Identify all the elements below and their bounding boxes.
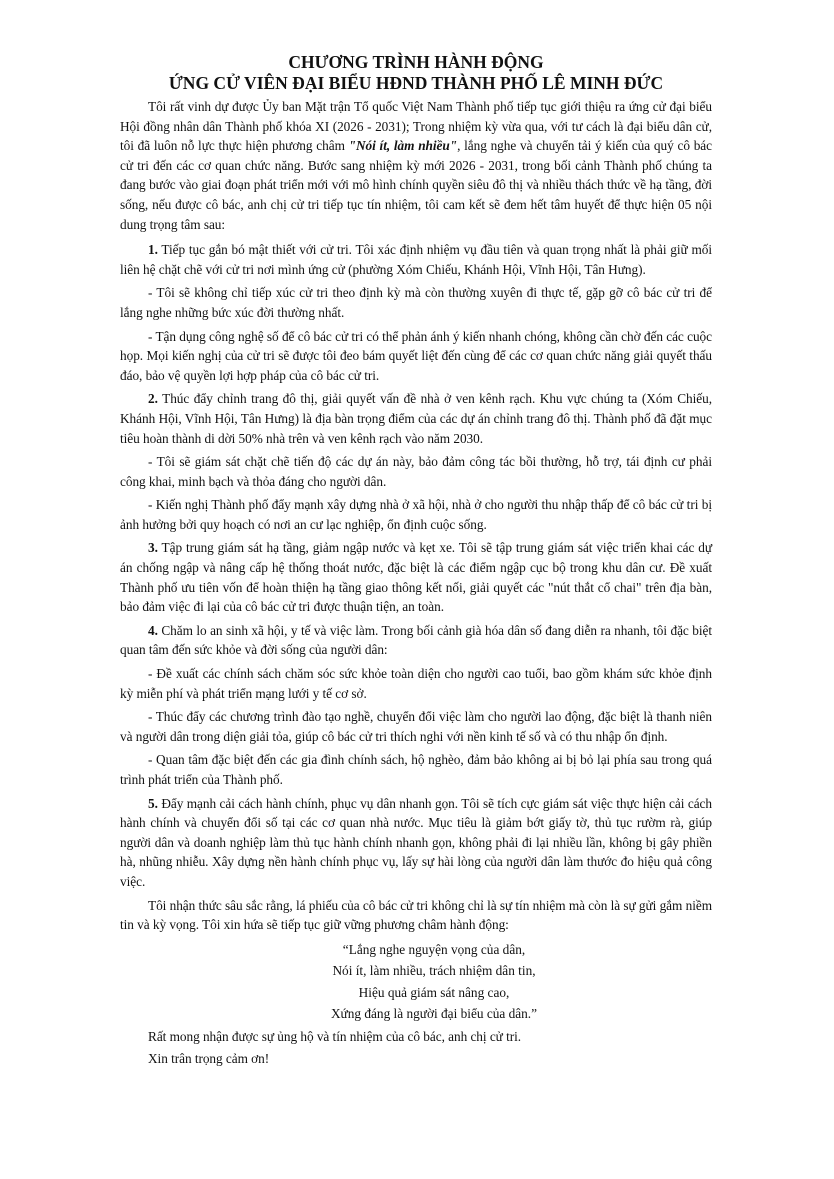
section-lead-text: Tiếp tục gắn bó mật thiết với cử tri. Tôi xác định nhiệm vụ đầu tiên và quan trọng nhất là phải giữ mối liên hệ chặt chẽ với cử tri nơi mình ứng cử (phường Xóm Chiếu, Khánh Hội, Vĩnh Hội, Tân Hưng).: [120, 242, 712, 277]
section-lead-text: Tập trung giám sát hạ tầng, giảm ngập nước và kẹt xe. Tôi sẽ tập trung giám sát việc triển khai các dự án chống ngập và nâng cấp hệ thống thoát nước, đặc biệt là các điểm ngập cục bộ trong khu dân cư. Đề xuất Thành phố ưu tiên vốn để hoàn thiện hạ tầng giao thông kết nối, giải quyết các "nút thắt cổ chai" trên địa bàn, bảo đảm việc đi lại của cô bác cử tri được thuận tiện, an toàn.: [120, 540, 712, 615]
intro-paragraph: [120, 97, 712, 234]
poem-line: “Lắng nghe nguyện vọng của dân,: [342, 941, 526, 957]
document-title: [120, 52, 712, 94]
section-3-lead: [120, 538, 712, 616]
section-4-bullet: - Thúc đẩy các chương trình đào tạo nghề, chuyển đổi việc làm cho người lao động, đặc biệt là thanh niên và người dân trong diện giải tỏa, giúp cô bác cử tri thích nghi với nền kinh tế số và có thu nhập ổn định.: [120, 709, 712, 744]
section-1-bullet: - Tận dụng công nghệ số để cô bác cử tri có thể phản ánh ý kiến nhanh chóng, không cần chờ đến các cuộc họp. Mọi kiến nghị của cử tri sẽ được tôi đeo bám quyết liệt đến cùng để các cơ quan chức năng giải quyết thấu đáo, bảo vệ quyền lợi hợp pháp của cô bác cử tri.: [120, 328, 712, 383]
section-number: 2.: [148, 391, 158, 407]
title-line-1: CHƯƠNG TRÌNH HÀNH ĐỘNG: [288, 52, 544, 72]
section-lead-text: Thúc đẩy chỉnh trang đô thị, giải quyết vấn đề nhà ở ven kênh rạch. Khu vực chúng ta (Xóm Chiếu, Khánh Hội, Vĩnh Hội, Tân Hưng) là địa bàn trọng điểm của các dự án chỉnh trang đô thị. Thành phố đã đặt mục tiêu hoàn thành di dời 50% nhà trên và ven kênh rạch vào năm 2030.: [120, 391, 712, 446]
closing-lines: [120, 1027, 712, 1069]
poem-line: Xứng đáng là người đại biểu của dân.”: [330, 1006, 538, 1022]
closing-line: Rất mong nhận được sự ủng hộ và tín nhiệm của cô bác, anh chị cử tri.: [148, 1028, 522, 1044]
section-4-lead: [120, 621, 712, 660]
poem-line: Nói ít, làm nhiều, trách nhiệm dân tin,: [332, 963, 536, 979]
intro-text-before: Tôi rất vinh dự được Ủy ban Mặt trận Tổ quốc Việt Nam Thành phố tiếp tục giới thiệu ra ứng cử đại biểu Hội đồng nhân dân Thành phố khóa XI (2026 - 2031); Trong nhiệm kỳ vừa qua, với tư cách là đại biểu dân cử, tôi đã luôn nỗ lực thực hiện phương châm: [120, 99, 712, 154]
section-1-lead: [120, 240, 712, 279]
motto-poem: [120, 939, 712, 1025]
section-lead-text: Đẩy mạnh cải cách hành chính, phục vụ dân nhanh gọn. Tôi sẽ tích cực giám sát việc thực hiện cải cách hành chính và chuyển đổi số tại các cơ quan nhà nước. Mục tiêu là giảm bớt giấy tờ, thủ tục rườm rà, giúp người dân và doanh nghiệp làm thủ tục hành chính nhanh gọn, không phải đi lại nhiều lần, không bị gây phiền hà, nhũng nhiễu. Xây dựng nền hành chính phục vụ, lấy sự hài lòng của người dân làm thước đo hiệu quả công việc.: [120, 795, 712, 889]
section-1-bullet: - Tôi sẽ không chỉ tiếp xúc cử tri theo định kỳ mà còn thường xuyên đi thực tế, gặp gỡ cô bác cử tri để lắng nghe những bức xúc đời thường nhất.: [120, 285, 712, 320]
section-5-lead: [120, 794, 712, 892]
section-number: 5.: [148, 795, 158, 811]
conclusion-paragraph: Tôi nhận thức sâu sắc rằng, lá phiếu của cô bác cử tri không chỉ là sự tín nhiệm mà còn là sự gửi gắm niềm tin và kỳ vọng. Tôi xin hứa sẽ tiếp tục giữ vững phương châm hành động:: [120, 897, 712, 933]
section-4-bullet: - Đề xuất các chính sách chăm sóc sức khỏe toàn diện cho người cao tuổi, bao gồm khám sức khỏe định kỳ miễn phí và phát triển mạng lưới y tế cơ sở.: [120, 666, 712, 701]
document-page: [120, 52, 712, 1072]
section-lead-text: Chăm lo an sinh xã hội, y tế và việc làm. Trong bối cảnh già hóa dân số đang diễn ra nhanh, tôi đặc biệt quan tâm đến sức khỏe và đời sống của người dân:: [120, 622, 712, 658]
section-number: 4.: [148, 622, 158, 638]
poem-line: Hiệu quả giám sát nâng cao,: [358, 984, 510, 1000]
closing-line: Xin trân trọng cảm ơn!: [148, 1051, 270, 1067]
intro-text-after: , lắng nghe và chuyển tải ý kiến của quý cô bác cử tri đến các cơ quan chức năng. Bước sang nhiệm kỳ mới 2026 - 2031, trong bối cảnh Thành phố chúng ta đang bước vào giai đoạn phát triển mới với mô hình chính quyền siêu đô thị và nhiều thách thức về hạ tầng, đời sống, nếu được cô bác, anh chị cử tri tiếp tục tín nhiệm, tôi cam kết sẽ đem hết tâm huyết để thực hiện 05 nội dung trọng tâm sau:: [120, 138, 712, 232]
section-number: 3.: [148, 540, 158, 556]
section-2-bullet: - Tôi sẽ giám sát chặt chẽ tiến độ các dự án này, bảo đảm công tác bồi thường, hỗ trợ, tái định cư phải công khai, minh bạch và thỏa đáng cho người dân.: [120, 454, 712, 489]
section-2-bullet: - Kiến nghị Thành phố đẩy mạnh xây dựng nhà ở xã hội, nhà ở cho người thu nhập thấp để cô bác cử tri bị ảnh hưởng bởi quy hoạch có nơi an cư lạc nghiệp, ổn định cuộc sống.: [120, 497, 712, 532]
intro-motto: "Nói ít, làm nhiều": [348, 138, 458, 154]
section-number: 1.: [148, 242, 158, 258]
section-2-lead: [120, 389, 712, 448]
commitment-sections: [120, 240, 712, 891]
section-4-bullet: - Quan tâm đặc biệt đến các gia đình chính sách, hộ nghèo, đảm bảo không ai bị bỏ lại phía sau trong quá trình phát triển của Thành phố.: [120, 752, 712, 787]
title-line-2: ỨNG CỬ VIÊN ĐẠI BIỂU HĐND THÀNH PHỐ LÊ MINH ĐỨC: [168, 73, 664, 93]
